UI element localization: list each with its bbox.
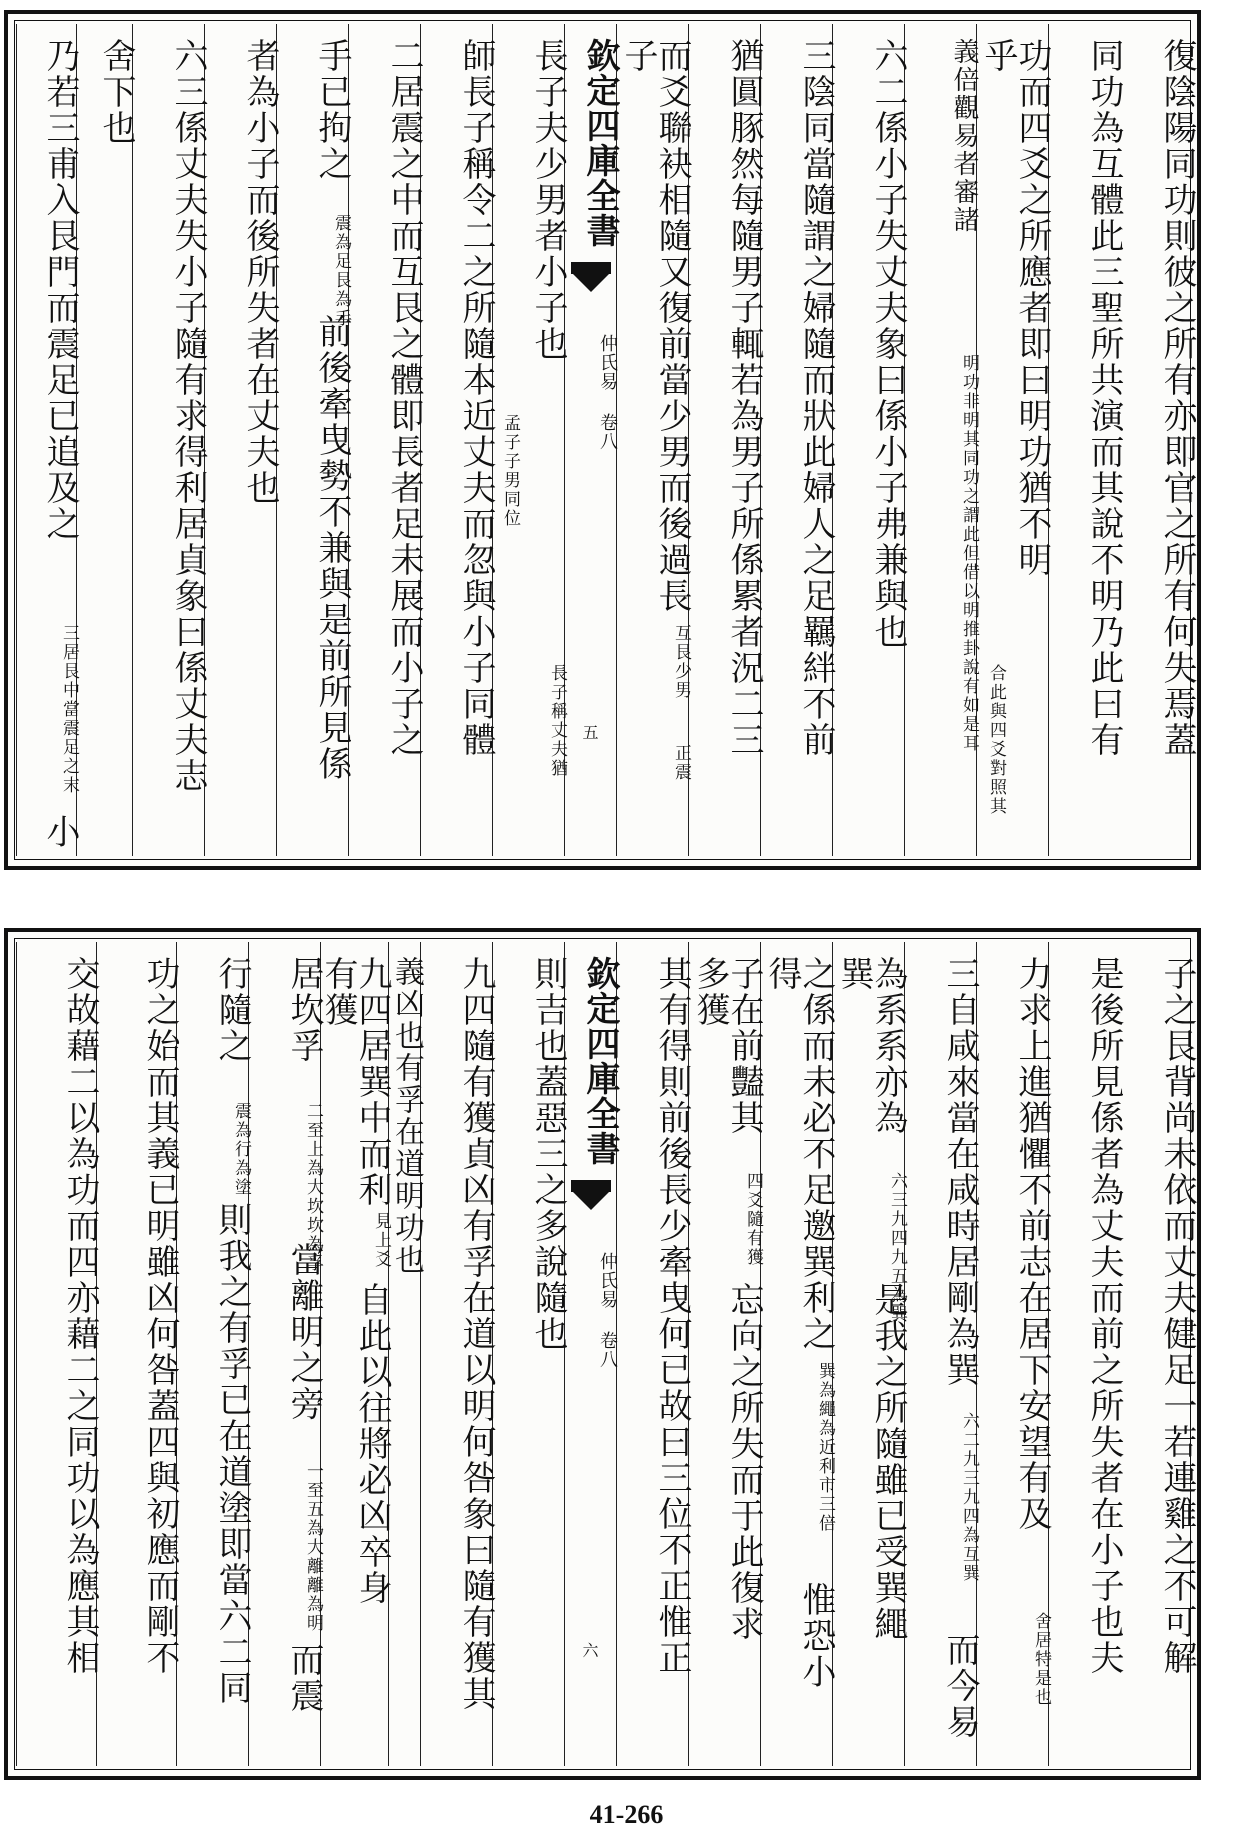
bottom-note-r5: 六三九四九五為巽 (887, 1172, 907, 1324)
top-book-title: 欽定四庫全書 (580, 38, 620, 248)
top-text-r7: 猶圓豚然每隨男子輒若為男子所係累者況二三 (724, 38, 764, 758)
top-note-l4: 震為足艮為手 (331, 214, 351, 328)
top-col-l1 (492, 24, 568, 856)
bottom-text-r4b: 而今易 (940, 1632, 980, 1740)
top-col-l4 (276, 24, 352, 856)
bottom-text-l7: 功之始而其義已明雖凶何咎蓋四與初應而剛不 (140, 956, 180, 1676)
bottom-col-r4 (904, 942, 980, 1766)
top-col-r1 (1120, 24, 1197, 856)
bottom-text-l8: 交故藉二以為功而四亦藉二之同功以為應其相 (60, 956, 100, 1676)
top-text-l5: 者為小子而後所失者在丈夫也 (240, 38, 280, 506)
bottom-text-r2: 是後所見係者為丈夫而前之所失者在小子也夫 (1084, 956, 1124, 1676)
bottom-fish-tail-ornament (571, 1180, 611, 1214)
bottom-text-r5b: 是我之所隨雖已受巽繩 (868, 1282, 908, 1642)
bottom-book-subtitle: 仲氏易 卷八 (597, 1252, 618, 1369)
top-col-r7 (688, 24, 764, 856)
top-col-r3 (976, 24, 1052, 856)
top-fish-tail-ornament (571, 262, 611, 296)
top-note-l8: 三居艮中當震足之末 (59, 624, 79, 795)
bottom-text-l4b: 自此以往將必凶卒身 (352, 1282, 392, 1606)
top-text-l1: 長子夫少男者小子也 (528, 38, 568, 362)
bottom-col-r6 (760, 942, 836, 1766)
bottom-note-r3: 舍居特是也 (1031, 1612, 1051, 1707)
top-note-r4: 明功非明其同功之謂此但借以明推卦說有如是耳 (959, 354, 979, 753)
top-text-l6: 六三係丈夫失小子隨有求得利居貞象曰係丈夫志 (168, 38, 208, 794)
bottom-col-r8 (616, 942, 692, 1766)
bottom-note-l5b: 一至五為大離離為明 (303, 1462, 323, 1633)
top-text-l4: 手已拘之 (312, 38, 352, 182)
page-footer-number: 41-266 (589, 1800, 664, 1829)
bottom-note-l6: 震為行為塗 (231, 1102, 251, 1197)
bottom-col-r1 (1120, 942, 1197, 1766)
bottom-note-r6: 巽為繩為近利市三倍 (815, 1362, 835, 1533)
bottom-text-l1: 則吉也蓋惡三之多說隨也 (528, 956, 568, 1352)
top-text-l3: 二居震之中而互艮之體即長者足未展而小子之 (384, 38, 424, 758)
bottom-col-l1 (492, 942, 568, 1766)
top-page (4, 10, 1201, 870)
top-text-r5: 六二係小子失丈夫象曰係小子弗兼與也 (868, 38, 908, 650)
top-col-l8 (16, 24, 80, 856)
top-page-number: 五 (580, 724, 599, 740)
bottom-col-l6 (176, 942, 252, 1766)
bottom-note-l5: 二至上為大坎坎為孚 (303, 1102, 323, 1273)
bottom-text-r7: 子在前豔其多獲 (690, 956, 764, 1136)
top-text-r8: 而爻聯袂相隨又復前當少男而後過長子 (618, 38, 692, 614)
top-note-r3: 合此與四爻對照其 (986, 664, 1006, 816)
bottom-text-l5: 居坎孚 (284, 956, 324, 1064)
top-col-r6 (760, 24, 836, 856)
bottom-text-l4: 九四居巽中而利有獲 (318, 956, 392, 1208)
top-col-l5 (204, 24, 280, 856)
bottom-text-l6: 行隨之 (212, 956, 252, 1064)
top-col-l2 (420, 24, 496, 856)
bottom-text-l2: 九四隨有獲貞凶有孚在道以明何咎象曰隨有獲其 (456, 956, 496, 1712)
bottom-page-number: 六 (580, 1642, 599, 1658)
bottom-col-l4 (318, 942, 392, 1766)
bottom-note-r4: 六二九三九四為互巽 (959, 1412, 979, 1583)
top-text-l8: 乃若三甫入艮門而震足已追及之 (40, 38, 80, 542)
top-note-r8b: 正震 (671, 744, 691, 782)
top-col-r5 (832, 24, 908, 856)
bottom-text-l5b: 當離明之旁 (284, 1242, 324, 1422)
bottom-col-r3 (976, 942, 1052, 1766)
top-center-band (564, 24, 620, 856)
bottom-col-r5 (832, 942, 908, 1766)
top-book-subtitle: 仲氏易 卷八 (597, 334, 618, 451)
top-col-r2 (1048, 24, 1124, 856)
top-note-l1: 孟子子男同位 (500, 414, 520, 528)
top-col-r8 (616, 24, 692, 856)
bottom-text-r6: 之係而未必不足邀巽利之得 (762, 956, 836, 1352)
top-text-r1: 復陰陽同功則彼之所有亦即官之所有何失焉蓋 (1157, 38, 1197, 758)
bottom-col-l3 (388, 942, 424, 1766)
bottom-note-r7: 四爻隨有獲 (743, 1172, 763, 1267)
top-text-r3: 功而四爻之所應者即曰明功猶不明乎 (978, 38, 1052, 578)
bottom-text-l3: 義凶也有孚在道明功也 (389, 956, 424, 1276)
top-text-r2: 同功為互體此三聖所共演而其說不明乃此曰有 (1084, 38, 1124, 758)
top-text-l7: 舍下也 (96, 38, 136, 146)
top-note-l1b: 長子稱丈夫猶 (547, 664, 567, 778)
top-text-r4: 義倍觀易者審諸 (949, 38, 979, 234)
bottom-page (4, 928, 1201, 1780)
bottom-text-r8: 其有得則前後長少牽曳何已故曰三位不正惟正 (652, 956, 692, 1676)
bottom-text-l5c: 而震 (284, 1642, 324, 1714)
top-col-l6 (132, 24, 208, 856)
bottom-col-r2 (1048, 942, 1124, 1766)
top-col-l3 (348, 24, 424, 856)
bottom-text-r4: 三自咸來當在咸時居剛為巽 (940, 956, 980, 1388)
bottom-col-l2 (420, 942, 496, 1766)
top-text-l8b: 小 (40, 814, 80, 850)
bottom-text-r5: 為系系亦為巽 (834, 956, 908, 1136)
bottom-col-l8 (16, 942, 100, 1766)
bottom-text-r6b: 惟恐小 (796, 1582, 836, 1690)
bottom-center-band (564, 942, 620, 1766)
top-text-l2: 師長子稱令二之所隨本近丈夫而忽與小子同體 (456, 38, 496, 758)
bottom-book-title: 欽定四庫全書 (580, 956, 620, 1166)
bottom-text-r1: 子之艮背尚未依而丈夫健足一若連雞之不可解 (1157, 956, 1197, 1676)
bottom-col-r7 (688, 942, 764, 1766)
bottom-col-l7 (96, 942, 180, 1766)
top-col-r4 (904, 24, 977, 856)
bottom-text-r7b: 忘向之所失而于此復求 (724, 1282, 764, 1642)
bottom-text-r3: 力求上進猶懼不前志在居下安望有及 (1012, 956, 1052, 1532)
top-col-l7 (76, 24, 136, 856)
bottom-col-l5 (248, 942, 324, 1766)
top-note-r8: 互艮少男 (671, 624, 691, 700)
bottom-text-l6b: 則我之有孚已在道塗即當六二同 (212, 1202, 252, 1706)
top-text-r6: 三陰同當隨謂之婦隨而狀此婦人之足羈絆不前 (796, 38, 836, 758)
top-text-l4b: 前後牽曳勢不兼與是前所見係 (312, 314, 352, 782)
bottom-note-l4: 見上爻 (371, 1212, 391, 1269)
